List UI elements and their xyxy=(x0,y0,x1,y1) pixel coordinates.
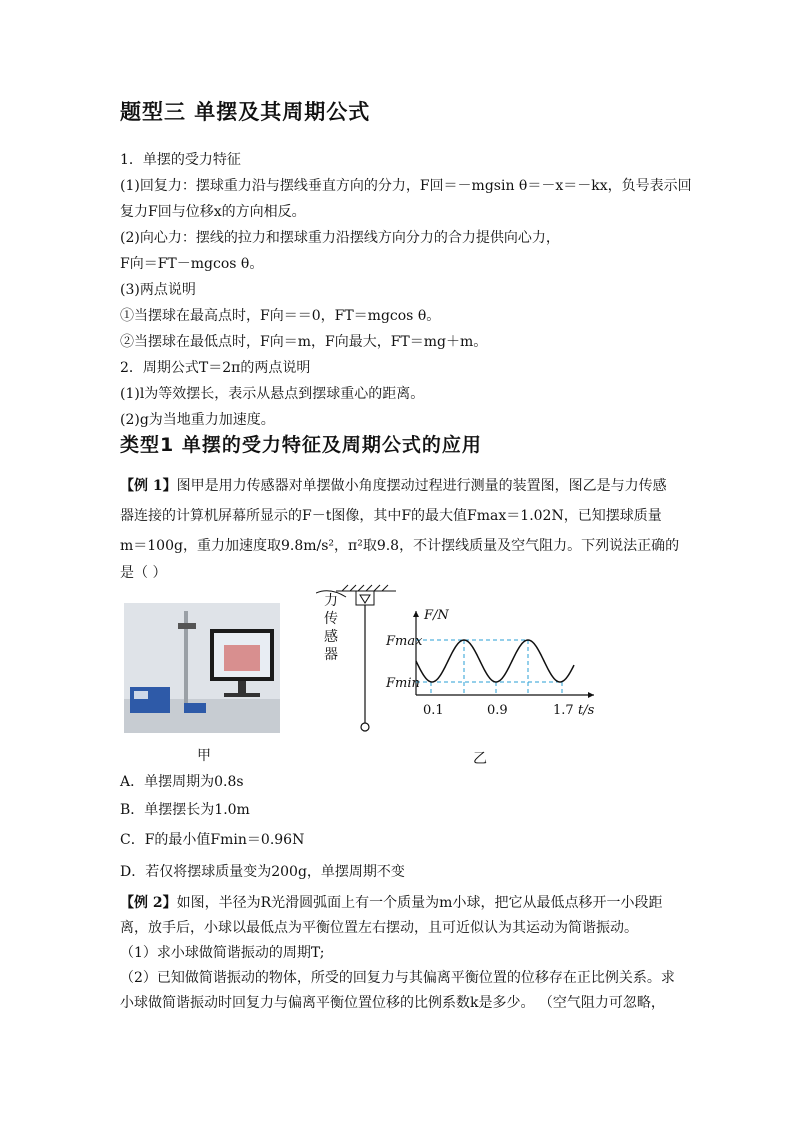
sensor-label-3: 感 xyxy=(324,629,338,645)
tick-label: 1.7 xyxy=(553,703,574,718)
force-time-graph xyxy=(316,583,606,743)
force-wave xyxy=(416,640,574,682)
example2-line: 离，放手后，小球以最低点为平衡位置左右摆动，且可近似认为其运动为简谐振动。 xyxy=(120,920,638,936)
tick-label: 0.1 xyxy=(423,703,444,718)
example2-line: （2）已知做简谐振动的物体，所受的回复力与其偏离平衡位置的位移存在正比例关系。求 xyxy=(120,970,675,986)
paragraph: (2)向心力：摆线的拉力和摆球重力沿摆线方向分力的合力提供向心力， xyxy=(120,230,560,246)
paragraph: 2．周期公式T＝2π的两点说明 xyxy=(120,360,311,376)
sensor-label-4: 器 xyxy=(324,647,338,663)
section-heading: 类型1 单摆的受力特征及周期公式的应用 xyxy=(120,434,482,456)
example1-line: 【例 1】图甲是用力传感器对单摆做小角度摆动过程进行测量的装置图，图乙是与力传感 xyxy=(120,478,667,494)
example2-line: 【例 2】如图，半径为R光滑圆弧面上有一个质量为m小球，把它从最低点移开一小段距 xyxy=(120,895,663,911)
page-title: 题型三 单摆及其周期公式 xyxy=(120,100,371,124)
paragraph: F向＝FT－mgcos θ。 xyxy=(120,256,264,272)
guide-lines xyxy=(416,640,562,695)
paragraph: (2)g为当地重力加速度。 xyxy=(120,412,275,428)
example1-line: m＝100g，重力加速度取9.8m/s²，π²取9.8，不计摆线质量及空气阻力。下列说法正确的 xyxy=(120,538,680,554)
option-b: B．单摆摆长为1.0m xyxy=(120,802,250,818)
paragraph: ②当摆球在最低点时，F向＝m，F向最大，FT＝mg＋m。 xyxy=(120,334,488,350)
ceiling-hatch xyxy=(336,585,396,591)
example2-line: （1）求小球做简谐振动的周期T; xyxy=(120,945,325,961)
paragraph: (1)l为等效摆长，表示从悬点到摆球重心的距离。 xyxy=(120,386,425,402)
paragraph: ①当摆球在最高点时，F向＝＝0，FT＝mgcos θ。 xyxy=(120,308,441,324)
option-c: C．F的最小值Fmin＝0.96N xyxy=(120,832,305,848)
y-axis-label: F/N xyxy=(424,608,449,623)
example1-line: 是（ ） xyxy=(120,565,167,581)
fmax-label: Fmax xyxy=(386,634,423,649)
fmin-label: Fmin xyxy=(386,676,420,691)
apparatus-photo xyxy=(124,603,280,733)
example2-line: 小球做简谐振动时回复力与偏离平衡位置位移的比例系数k是多少。 （空气阻力可忽略， xyxy=(120,995,665,1011)
example-tag: 【例 2】 xyxy=(120,895,177,911)
option-d: D．若仅将摆球质量变为200g，单摆周期不变 xyxy=(120,864,405,880)
tick-label: 0.9 xyxy=(487,703,508,718)
caption-jia: 甲 xyxy=(197,748,211,764)
option-a: A．单摆周期为0.8s xyxy=(120,774,244,790)
example-tag: 【例 1】 xyxy=(120,478,177,494)
sensor-label-1: 力 xyxy=(324,593,338,609)
x-axis-label: t/s xyxy=(578,703,595,718)
pendulum-bob xyxy=(361,723,369,731)
paragraph: (3)两点说明 xyxy=(120,282,196,298)
caption-yi: 乙 xyxy=(473,751,487,767)
paragraph: 1．单摆的受力特征 xyxy=(120,152,241,168)
paragraph: (1)回复力：摆球重力沿与摆线垂直方向的分力，F回＝－mgsin θ＝－x＝－kx，负号表示回 xyxy=(120,178,692,194)
example1-line: 器连接的计算机屏幕所显示的F－t图像，其中F的最大值Fmax＝1.02N，已知摆球质量 xyxy=(120,508,662,524)
paragraph: 复力F回与位移x的方向相反。 xyxy=(120,204,306,220)
sensor-label-2: 传 xyxy=(324,611,338,627)
